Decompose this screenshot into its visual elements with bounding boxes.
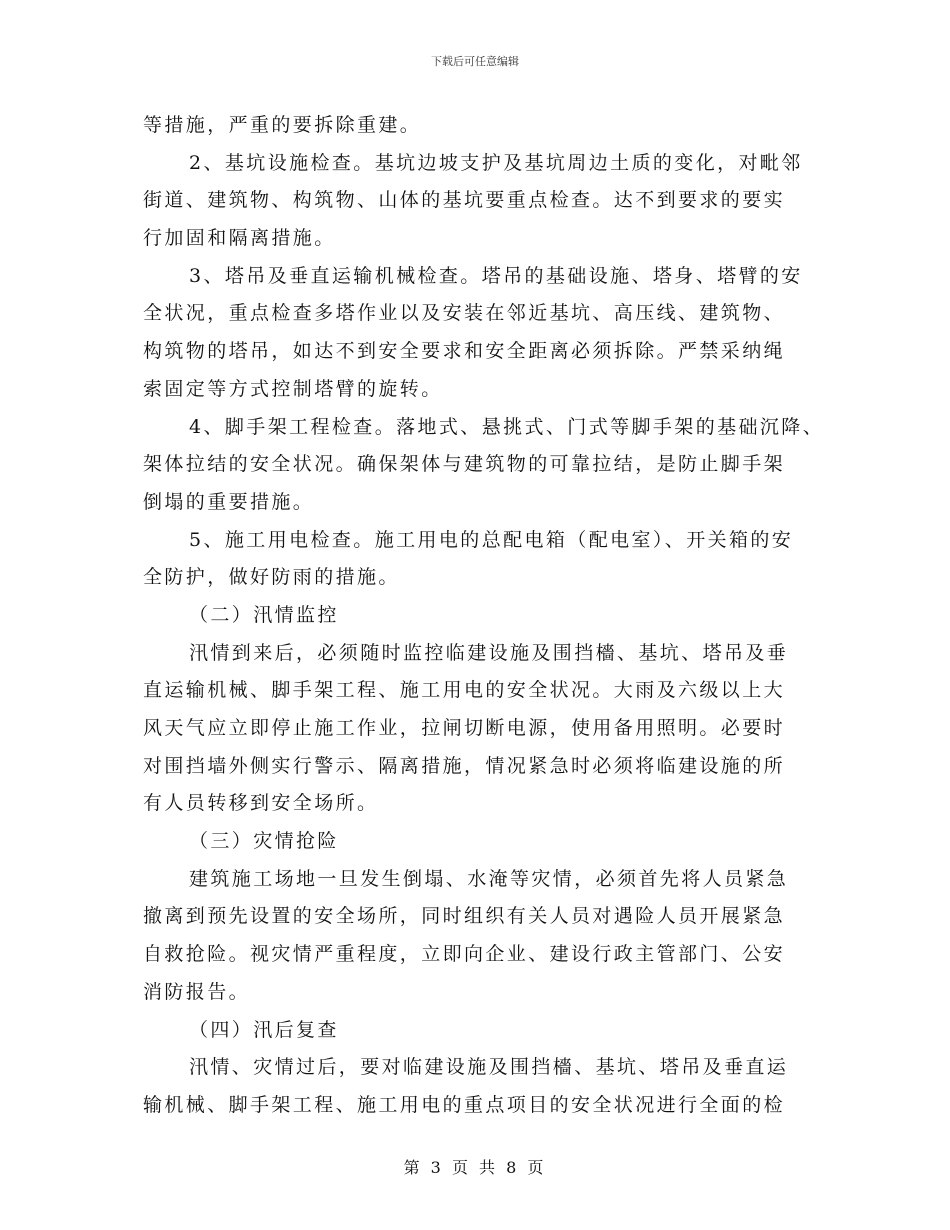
text-line: 倒塌的重要措施。 (143, 490, 315, 513)
text-line: 撤离到预先设置的安全场所，同时组织有关人员对遇险人员开展紧急 (143, 905, 786, 928)
text-line: 4、脚手架工程检查。落地式、悬挑式、门式等脚手架的基础沉降、 (189, 415, 825, 438)
text-line: 建筑施工场地一旦发生倒塌、水淹等灾情，必须首先将人员紧急 (189, 867, 789, 890)
text-line: （三）灾情抢险 (189, 830, 339, 853)
text-line: （四）汛后复查 (189, 1018, 339, 1041)
text-line: 风天气应立即停止施工作业，拉闸切断电源，使用备用照明。必要时 (143, 717, 786, 739)
text-line: 索固定等方式控制塔臂的旋转。 (143, 377, 443, 400)
text-line: 直运输机械、脚手架工程、施工用电的安全状况。大雨及六级以上大 (143, 679, 786, 702)
text-line: 对围挡墙外侧实行警示、隔离措施，情况紧急时必须将临建设施的所 (143, 754, 786, 777)
text-line: 等措施，严重的要拆除重建。 (143, 114, 422, 136)
text-line: 行加固和隔离措施。 (143, 227, 336, 250)
page-header: 下载后可任意编辑 (431, 55, 519, 68)
text-line: 3、塔吊及垂直运输机械检查。塔吊的基础设施、塔身、塔臂的安 (189, 264, 803, 287)
document-body (143, 107, 823, 1125)
page-footer: 第 3 页 共 8 页 (403, 1158, 547, 1177)
text-line: （二）汛情监控 (189, 603, 339, 626)
text-line: 有人员转移到安全场所。 (143, 792, 379, 815)
text-line: 输机械、脚手架工程、施工用电的重点项目的安全状况进行全面的检 (143, 1093, 786, 1116)
text-line: 2、基坑设施检查。基坑边坡支护及基坑周边土质的变化，对毗邻 (189, 151, 803, 174)
text-line: 构筑物的塔吊，如达不到安全要求和安全距离必须拆除。严禁采纳绳 (143, 340, 786, 363)
text-line: 消防报告。 (143, 980, 251, 1003)
text-line: 汛情、灾情过后，要对临建设施及围挡檣、基坑、塔吊及垂直运 (189, 1056, 789, 1079)
text-line: 汛情到来后，必须随时监控临建设施及围挡檣、基坑、塔吊及垂 (189, 641, 789, 664)
text-line: 全状况，重点检查多塔作业以及安装在邻近基坑、高压线、建筑物、 (143, 302, 786, 325)
text-line: 街道、建筑物、构筑物、山体的基坑要重点检查。达不到要求的要实 (143, 189, 786, 212)
text-line: 自救抢险。视灾情严重程度，立即向企业、建设行政主管部门、公安 (143, 943, 786, 966)
text-line: 5、施工用电检查。施工用电的总配电箱（配电室）、开关箱的安 (189, 528, 794, 551)
text-line: 全防护，做好防雨的措施。 (143, 566, 400, 589)
text-line: 架体拉结的安全状况。确保架体与建筑物的可靠拉结，是防止脚手架 (143, 453, 786, 476)
